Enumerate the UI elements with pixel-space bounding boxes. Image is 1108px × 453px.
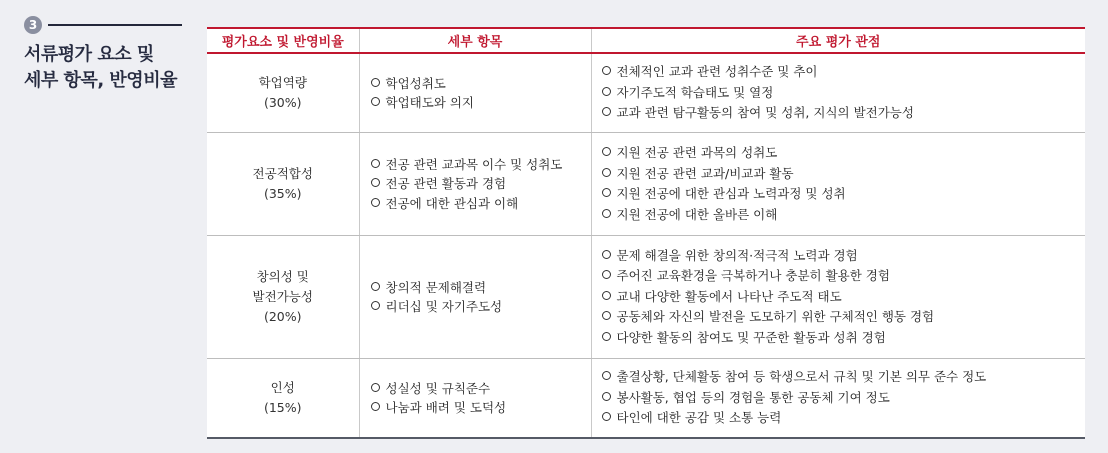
circle-bullet-icon (602, 66, 611, 75)
circle-bullet-icon (602, 107, 611, 116)
section-title-line2: 세부 항목, 반영비율 (24, 70, 177, 91)
sub-item-text: 학업성취도 (385, 75, 446, 91)
sub-item-text: 전공 관련 교과목 이수 및 성취도 (385, 156, 563, 172)
circle-bullet-icon (602, 250, 611, 259)
element-block (207, 267, 359, 327)
sub-items-list (360, 278, 591, 317)
circle-bullet-icon (602, 270, 611, 279)
criteria-list (592, 246, 1086, 349)
criteria-item-text: 교내 다양한 활동에서 나타난 주도적 태도 (616, 288, 842, 304)
sub-item (371, 398, 591, 418)
criteria-item (602, 408, 1086, 429)
element-ratio: (35%) (263, 186, 302, 201)
sub-items-cell (359, 359, 591, 439)
sub-items-cell (359, 53, 591, 133)
element-ratio: (15%) (263, 400, 302, 415)
circle-bullet-icon (371, 159, 380, 168)
criteria-item (602, 62, 1086, 83)
element-ratio: (20%) (263, 309, 302, 324)
criteria-item-text: 교과 관련 탐구활동의 참여 및 성취, 지식의 발전가능성 (616, 105, 914, 121)
element-name: 발전가능성 (252, 289, 313, 304)
circle-bullet-icon (602, 311, 611, 320)
sub-item (371, 174, 591, 194)
circle-bullet-icon (602, 412, 611, 421)
section-divider-line (48, 24, 182, 26)
element-cell (207, 53, 359, 133)
criteria-item-text: 타인에 대한 공감 및 소통 능력 (616, 410, 782, 426)
circle-bullet-icon (602, 87, 611, 96)
criteria-list (592, 62, 1086, 124)
circle-bullet-icon (371, 97, 380, 106)
circle-bullet-icon (371, 383, 380, 392)
table-row (207, 133, 1085, 236)
criteria-item (602, 83, 1086, 104)
section-title-line1: 서류평가 요소 및 (24, 44, 154, 65)
element-name: 전공적합성 (252, 166, 313, 181)
element-cell (207, 359, 359, 439)
criteria-item-text: 다양한 활동의 참여도 및 꾸준한 활동과 성취 경험 (616, 329, 886, 345)
circle-bullet-icon (602, 147, 611, 156)
criteria-item (602, 388, 1086, 409)
criteria-item-text: 봉사활동, 협업 등의 경험을 통한 공동체 기여 정도 (616, 389, 890, 405)
header-element-ratio: 평가요소 및 반영비율 (207, 28, 359, 53)
table-body (207, 53, 1085, 438)
criteria-item-text: 지원 전공 관련 과목의 성취도 (616, 145, 778, 160)
sub-item-text: 학업태도와 의지 (385, 95, 474, 110)
sub-items-cell (359, 133, 591, 236)
circle-bullet-icon (371, 402, 380, 411)
element-cell (207, 236, 359, 359)
element-name: 창의성 및 (256, 269, 309, 284)
criteria-item (602, 205, 1086, 226)
sub-item (371, 155, 591, 175)
element-block (207, 378, 359, 418)
criteria-item (602, 143, 1086, 164)
sub-item-text: 리더십 및 자기주도성 (385, 299, 503, 314)
element-name: 학업역량 (258, 75, 307, 90)
element-name: 인성 (270, 380, 295, 395)
sub-items-list (360, 155, 591, 214)
criteria-cell (591, 53, 1085, 133)
criteria-item (602, 307, 1086, 328)
table-header-row (207, 28, 1085, 53)
sub-items-list (360, 379, 591, 418)
criteria-cell (591, 236, 1085, 359)
criteria-item-text: 전체적인 교과 관련 성취수준 및 추이 (616, 64, 818, 80)
criteria-item-text: 지원 전공에 대한 관심과 노력과정 및 성취 (616, 186, 846, 201)
section-heading (24, 14, 194, 94)
sub-item (371, 93, 591, 113)
criteria-item (602, 367, 1086, 388)
element-ratio: (30%) (263, 95, 302, 110)
sub-item-text: 전공에 대한 관심과 이해 (385, 195, 519, 211)
element-block (207, 73, 359, 113)
criteria-item (602, 266, 1086, 287)
criteria-item-text: 지원 전공 관련 교과/비교과 활동 (616, 165, 794, 181)
criteria-item-text: 주어진 교육환경을 극복하거나 충분히 활용한 경험 (616, 268, 890, 284)
circle-bullet-icon (371, 78, 380, 87)
circle-bullet-icon (371, 282, 380, 291)
sub-item-text: 창의적 문제해결력 (385, 279, 487, 295)
criteria-item (602, 287, 1086, 308)
criteria-cell (591, 359, 1085, 439)
sub-item-text: 나눔과 배려 및 도덕성 (385, 400, 507, 415)
criteria-item (602, 246, 1086, 267)
circle-bullet-icon (602, 209, 611, 218)
table-row (207, 53, 1085, 133)
sub-item (371, 297, 591, 317)
criteria-item-text: 출결상황, 단체활동 참여 등 학생으로서 규칙 및 기본 의무 준수 정도 (616, 369, 987, 385)
criteria-item-text: 자기주도적 학습태도 및 열정 (616, 84, 774, 100)
circle-bullet-icon (602, 392, 611, 401)
criteria-item-text: 문제 해결을 위한 창의적·적극적 노력과 경험 (616, 247, 858, 263)
sub-item (371, 194, 591, 214)
header-sub-items: 세부 항목 (359, 28, 591, 53)
circle-bullet-icon (371, 301, 380, 310)
circle-bullet-icon (371, 198, 380, 207)
sub-item (371, 74, 591, 94)
criteria-cell (591, 133, 1085, 236)
element-cell (207, 133, 359, 236)
section-number-row (24, 14, 194, 36)
criteria-item (602, 184, 1086, 205)
sub-item-text: 성실성 및 규칙준수 (385, 380, 491, 396)
sub-item (371, 278, 591, 298)
criteria-item (602, 164, 1086, 185)
table-row (207, 236, 1085, 359)
section-number-badge: 3 (24, 16, 42, 34)
circle-bullet-icon (602, 332, 611, 341)
sub-item (371, 379, 591, 399)
sub-items-cell (359, 236, 591, 359)
criteria-item-text: 공동체와 자신의 발전을 도모하기 위한 구체적인 행동 경험 (616, 309, 935, 325)
criteria-item (602, 328, 1086, 349)
sub-item-text: 전공 관련 활동과 경험 (385, 176, 507, 192)
circle-bullet-icon (602, 291, 611, 300)
criteria-list (592, 143, 1086, 225)
criteria-item-text: 지원 전공에 대한 올바른 이해 (616, 206, 778, 222)
criteria-item (602, 103, 1086, 124)
circle-bullet-icon (602, 371, 611, 380)
header-criteria: 주요 평가 관점 (591, 28, 1085, 53)
section-title (24, 42, 194, 94)
evaluation-table (207, 27, 1085, 439)
circle-bullet-icon (602, 168, 611, 177)
circle-bullet-icon (602, 188, 611, 197)
criteria-list (592, 367, 1086, 429)
element-block (207, 164, 359, 204)
circle-bullet-icon (371, 178, 380, 187)
sub-items-list (360, 74, 591, 113)
table-row (207, 359, 1085, 439)
